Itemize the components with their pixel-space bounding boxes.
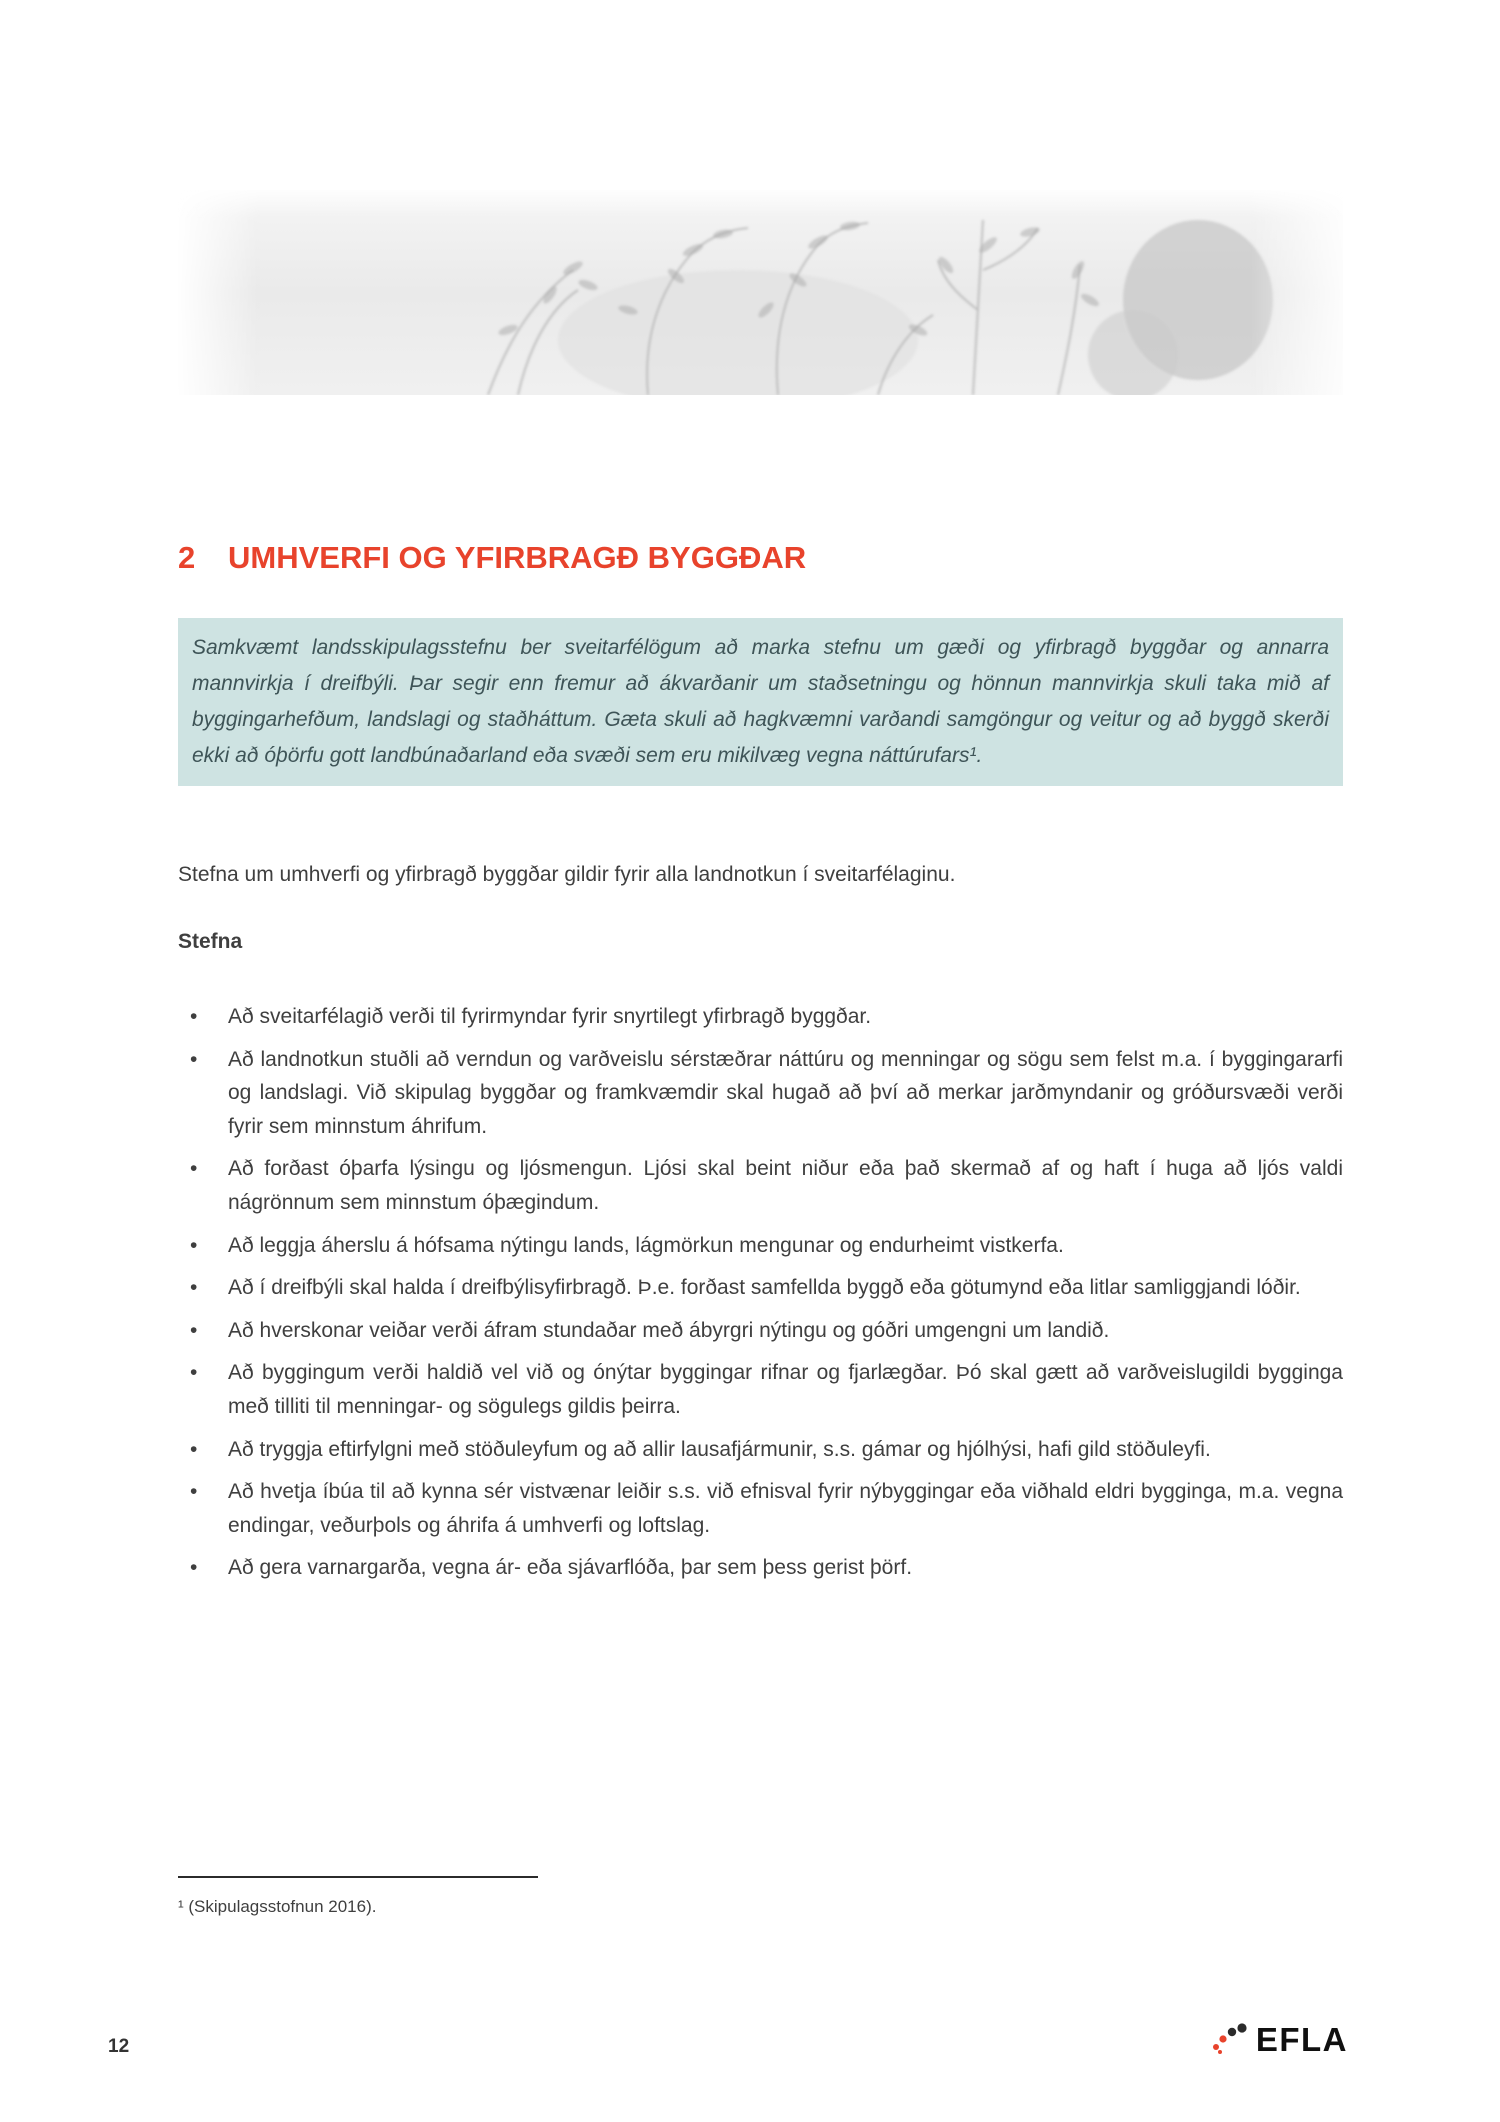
footnote-text: ¹ (Skipulagsstofnun 2016). (178, 1897, 377, 1916)
section-heading (178, 540, 806, 576)
subheading-stefna: Stefna (178, 930, 243, 953)
intro-paragraph: Stefna um umhverfi og yfirbragð byggðar gildir fyrir alla landnotkun í sveitarfélaginu. (178, 863, 956, 886)
bullet-item: • Að hverskonar veiðar verði áfram stundaðar með ábyrgri nýtingu og góðri umgengni um landið. (178, 1314, 1343, 1348)
policy-quote-block: Samkvæmt landsskipulagsstefnu ber sveitarfélögum að marka stefnu um gæði og yfirbragð byggðar og annarra mannvirkja í dreifbýli. Þar segir enn fremur að ákvarðanir um staðsetningu og hönnun mannvirkja skuli taka mið af byggingarhefðum, landslagi og staðháttum. Gæta skuli að hagkvæmni varðandi samgöngur og veitur og að byggð skerði ekki að óþörfu gott landbúnaðarland eða svæði sem eru mikilvæg vegna náttúrufars¹. (178, 618, 1343, 786)
bullet-item: • Að byggingum verði haldið vel við og ónýtar byggingar rifnar og fjarlægðar. Þó skal gætt að varðveislugildi bygginga með tilliti til menningar- og sögulegs gildis þeirra. (178, 1356, 1343, 1423)
section-title: UMHVERFI OG YFIRBRAGÐ BYGGÐAR (228, 540, 807, 575)
header-decorative-image (178, 190, 1343, 395)
plant-branches-illustration (178, 190, 1343, 395)
bullet-item: • Að forðast óþarfa lýsingu og ljósmengun. Ljósi skal beint niður eða það skermað af og haft í huga að ljós valdi nágrönnum sem minnstum óþægindum. (178, 1152, 1343, 1219)
bullet-item: • Að gera varnargarða, vegna ár- eða sjávarflóða, þar sem þess gerist þörf. (178, 1551, 1343, 1585)
bullet-item: • Að leggja áherslu á hófsama nýtingu lands, lágmörkun mengunar og endurheimt vistkerfa. (178, 1229, 1343, 1263)
section-number: 2 (178, 540, 196, 575)
bullet-item: • Að hvetja íbúa til að kynna sér vistvænar leiðir s.s. við efnisval fyrir nýbyggingar eða viðhald eldri bygginga, m.a. vegna endingar, veðurþols og áhrifa á umhverfi og loftslag. (178, 1475, 1343, 1542)
efla-logo-text: EFLA (1255, 2021, 1348, 2058)
efla-logo-dots-icon (1209, 2016, 1255, 2058)
page-number: 12 (108, 2036, 130, 2057)
bullet-item: • Að tryggja eftirfylgni með stöðuleyfum og að allir lausafjármunir, s.s. gámar og hjólhýsi, hafi gild stöðuleyfi. (178, 1433, 1343, 1467)
bullet-item: • Að sveitarfélagið verði til fyrirmyndar fyrir snyrtilegt yfirbragð byggðar. (178, 1000, 1343, 1034)
efla-logo (1209, 2016, 1348, 2058)
bullet-item: • Að landnotkun stuðli að verndun og varðveislu sérstæðrar náttúru og menningar og sögu sem felst m.a. í byggingararfi og landslagi. Við skipulag byggðar og framkvæmdir skal hugað að því að merkar jarðmyndanir og gróðursvæði verði fyrir sem minnstum áhrifum. (178, 1043, 1343, 1144)
policy-bullet-list (178, 1000, 1343, 1594)
footnote-divider (178, 1876, 538, 1878)
bullet-item: • Að í dreifbýli skal halda í dreifbýlisyfirbragð. Þ.e. forðast samfellda byggð eða götumynd eða litlar samliggjandi lóðir. (178, 1271, 1343, 1305)
